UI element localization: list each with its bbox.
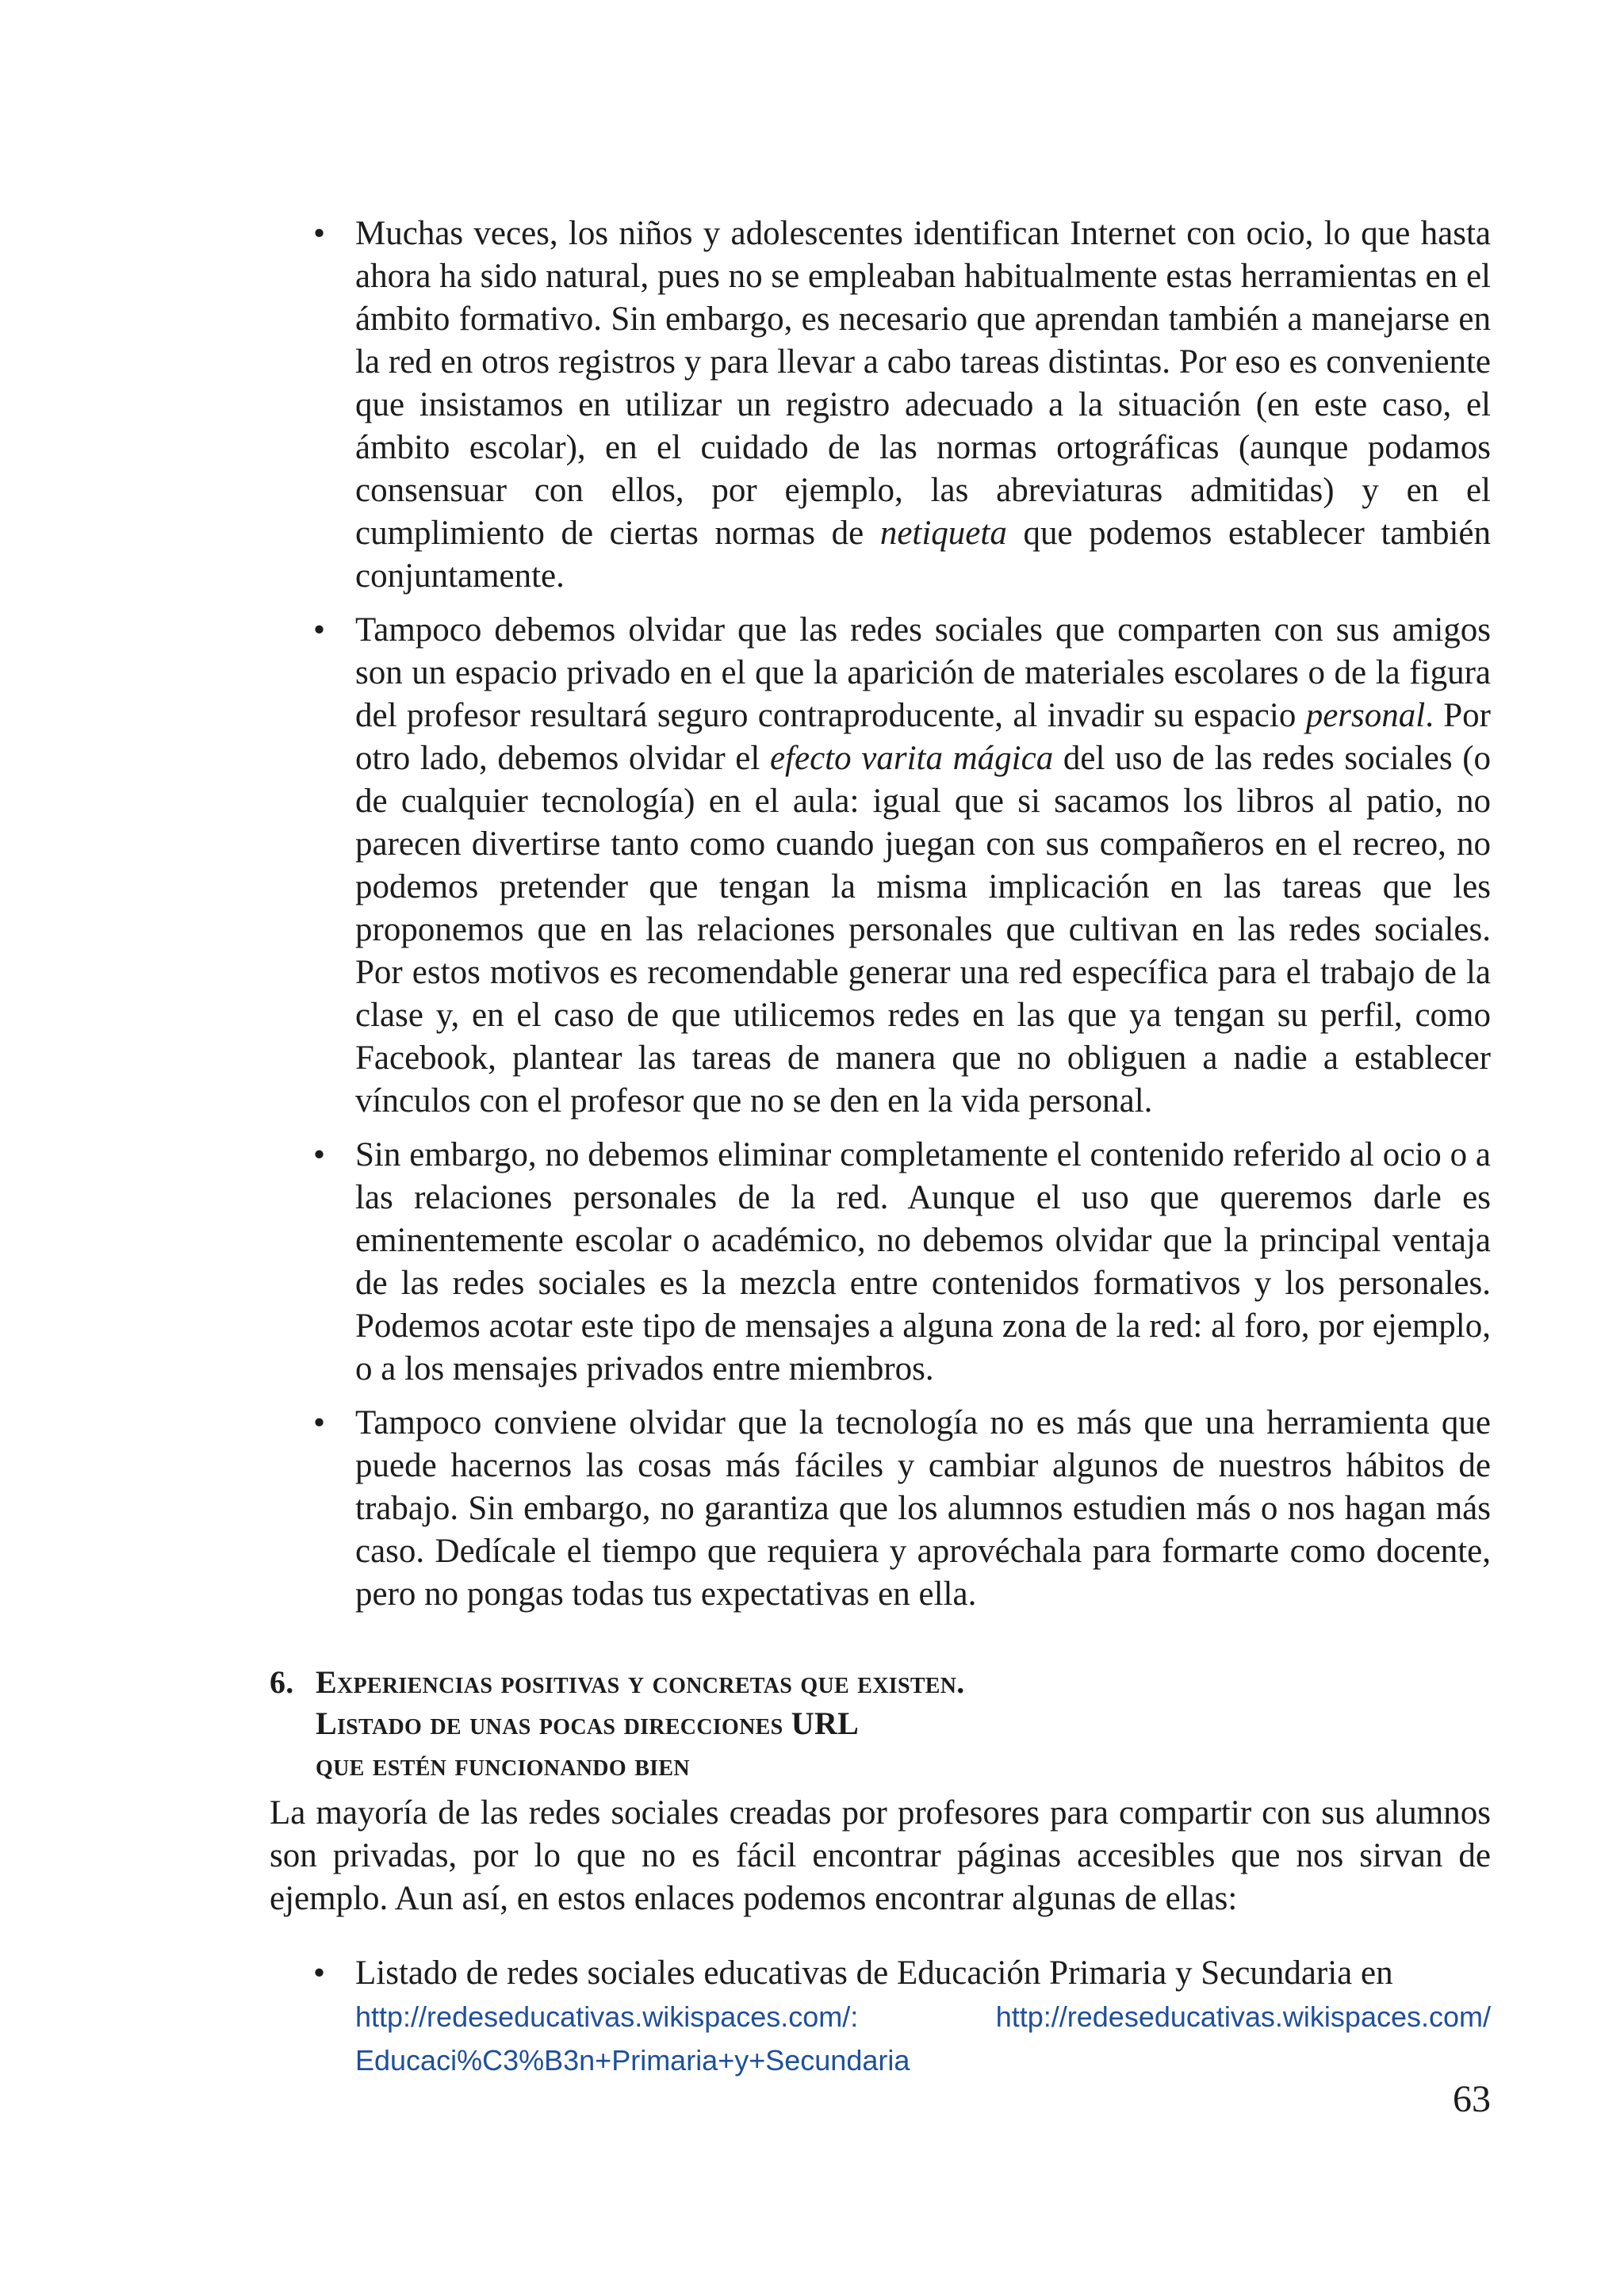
bullet-paragraph <box>355 1134 1491 1391</box>
bullet-icon: • <box>313 1404 326 1441</box>
list-item <box>270 609 1491 1123</box>
text-segment: que podemos establecer también conjuntamente. <box>355 515 1491 595</box>
list-item <box>270 212 1491 598</box>
list-item <box>270 1402 1491 1616</box>
text-segment: Muchas veces, los niños y adolescentes identifican Internet con ocio, lo que hasta ahora ha sido natural, pues no se empleaban habitualmente estas herramientas en el ámbito formativo. Sin embargo, es necesario que aprendan también a manejarse en la red en otros registros y para llevar a cabo tareas distintas. Por eso es conveniente que insistamos en utilizar un registro adecuado a la situación (en este caso, el ámbito escolar), en el cuidado de las normas ortográficas (aunque podamos consensuar con ellos, por ejemplo, las abreviaturas admitidas) y en el cumplimiento de ciertas normas de <box>355 215 1491 552</box>
text-segment: Tampoco debemos olvidar que las redes sociales que comparten con sus amigos son un espacio privado en el que la aparición de materiales escolares o de la figura del profesor resultará seguro contraproducente, al invadir su espacio <box>355 611 1491 734</box>
list-item <box>270 1134 1491 1391</box>
text-segment: Sin embargo, no debemos eliminar completamente el contenido referido al ocio o a las relaciones personales de la red. Aunque el uso que queremos darle es eminentemente escolar o académico, no debemos olvidar que la principal ventaja de las redes sociales es la mezcla entre contenidos formativos y los personales. Podemos acotar este tipo de mensajes a alguna zona de la red: al foro, por ejemplo, o a los mensajes privados entre miembros. <box>355 1136 1491 1388</box>
section-heading-line-1: Experiencias positivas y concretas que existen. <box>316 1664 965 1700</box>
bullet-list <box>270 212 1491 1616</box>
section-heading-line-2: Listado de unas pocas direcciones URL <box>316 1705 860 1741</box>
url-link-1[interactable]: http://redeseducativas.wikispaces.com/: http://redeseducativas.wikispaces.com/ <box>355 2000 1491 2033</box>
page-content <box>270 212 1491 2093</box>
bullet-paragraph <box>355 609 1491 1123</box>
list-item <box>270 1952 1491 2082</box>
bullet-paragraph <box>355 1402 1491 1616</box>
link-list <box>270 1952 1491 2082</box>
link-line-2 <box>355 2038 1491 2082</box>
section-heading <box>270 1662 1491 1786</box>
italic-term: personal <box>1305 697 1426 734</box>
link-item-text: Listado de redes sociales educativas de Educación Primaria y Secundaria en <box>355 1954 1393 1992</box>
bullet-icon: • <box>313 611 326 649</box>
text-segment: del uso de las redes sociales (o de cualquier tecnología) en el aula: igual que si sacamos los libros al patio, no parecen divertirse tanto como cuando juegan con sus compañeros en el recreo, no podemos pretender que tengan la misma implicación en las tareas que les proponemos que en las relaciones personales que cultivan en las redes sociales. Por estos motivos es recomendable generar una red específica para el trabajo de la clase y, en el caso de que utilicemos redes en las que ya tengan su perfil, como Facebook, plantear las tareas de manera que no obliguen a nadie a establecer vínculos con el profesor que no se den en la vida personal. <box>355 740 1492 1120</box>
page-number: 63 <box>1453 2078 1491 2120</box>
bullet-icon: • <box>313 1954 326 1992</box>
url-link-2[interactable]: Educaci%C3%B3n+Primaria+y+Secundaria <box>355 2044 910 2077</box>
link-line-1 <box>355 1995 1491 2038</box>
bullet-paragraph <box>355 212 1491 598</box>
text-segment: . Por otro lado, debemos olvidar el <box>355 697 1492 777</box>
bullet-icon: • <box>313 215 326 252</box>
text-segment: Tampoco conviene olvidar que la tecnología no es más que una herramienta que puede hacernos las cosas más fáciles y cambiar algunos de nuestros hábitos de trabajo. Sin embargo, no garantiza que los alumnos estudien más o nos hagan más caso. Dedícale el tiempo que requiera y aprovéchala para formarte como docente, pero no pongas todas tus expectativas en ella. <box>355 1404 1491 1613</box>
section-heading-line-3: que estén funcionando bien <box>316 1747 690 1782</box>
section-intro: La mayoría de las redes sociales creadas por profesores para compartir con sus alumnos son privadas, por lo que no es fácil encontrar páginas accesibles que nos sirvan de ejemplo. Aun así, en estos enlaces podemos encontrar algunas de ellas: <box>270 1794 1491 1917</box>
italic-term: netiqueta <box>879 515 1007 552</box>
italic-term: efecto varita mágica <box>769 740 1054 777</box>
section-number: 6. <box>270 1664 294 1700</box>
bullet-icon: • <box>313 1136 326 1173</box>
section-6 <box>270 1662 1491 2082</box>
